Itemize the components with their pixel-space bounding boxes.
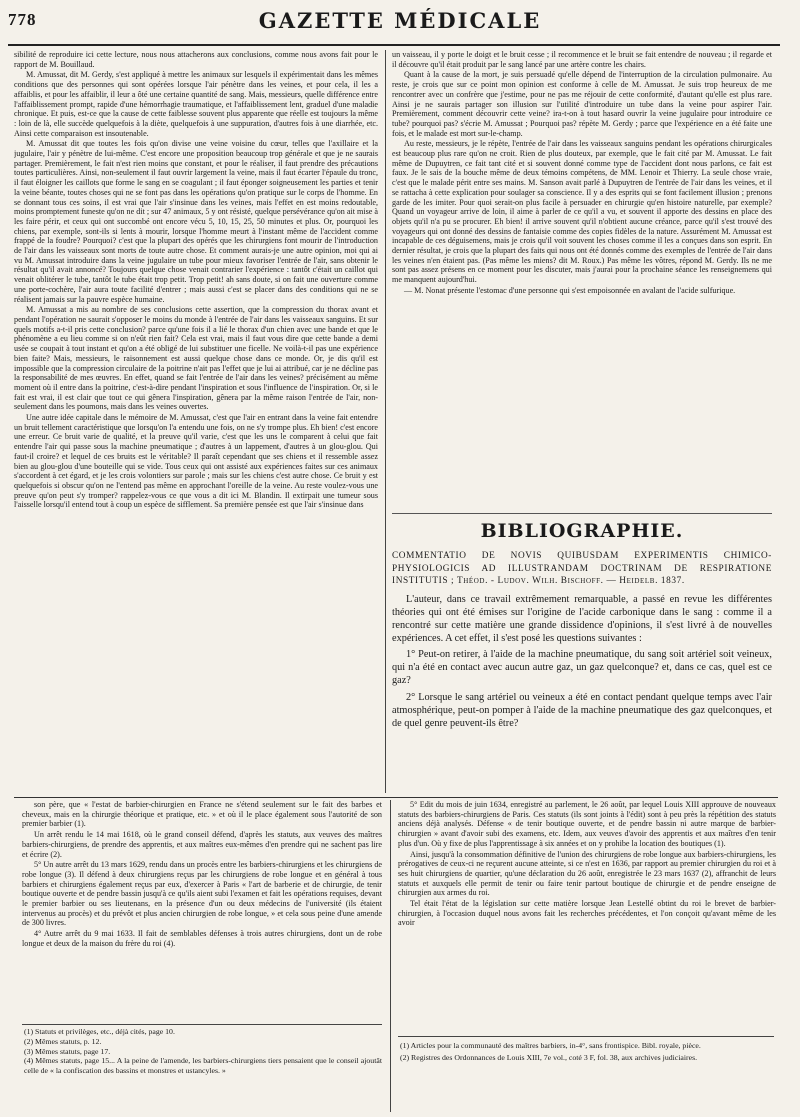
paragraph: 1° Peut-on retirer, à l'aide de la machine pneumatique, du sang soit artériel soit veineux, qui n'a été en contact avec aucun autre gaz, un gaz quelconque? et, dans ce cas, quel est ce gaz?: [392, 649, 772, 687]
paragraph: Une autre idée capitale dans le mémoire de M. Amussat, c'est que l'air en entrant dans la veine fait entendre un bruit tellement caractéristique que lorsqu'on l'a entendu une fois, on ne s'y trompe plus. Eh bien! c'est encore une erreur. Ce bruit varie de qualité, et la preuve qu'il varie, c'est que les uns le comparent à celui que fait entendre l'air qui passe sous la machine pneumatique ; d'autres à un lappement, d'autres à un glou-glou. Qui faut-il croire? et lequel de ces bruits est le véritable? Il paraît cependant que ses chiens et il ressemble assez bien au glou-glou d'une bouteille qui se vide. Tous ceux qui ont assisté aux expériences faites sur ces animaux s'accordent à cet égard, et je les crois volontiers sur parole ; mais sur les chiens c'est autre chose. Ce bruit y est quelquefois si obscur qu'on ne l'entend pas même en approchant l'oreille de la veine. Au reste voulez-vous une preuve qu'on peut s'y tromper? rappelez-vous ce que vous a dit ici M. Blandin. Il extirpait une tumeur sous l'aisselle lorsqu'il entend tout à coup un espèce de sifflement. Sa première pensée est que l'air s'insinue dans: [14, 413, 378, 510]
paragraph: 5° Edit du mois de juin 1634, enregistré au parlement, le 26 août, par lequel Louis XIII approuve de nouveaux statuts des barbiers-chirurgiens de Paris. Ces statuts (ils sont joints à l'édit) sont à peu près la répétition des statuts anciens déjà analysés. Défense « de tenir boutique ouverte, et de pendre bassin ni autre marque de barbier-chirurgien » avant d'avoir subi des examens, etc. Idem, aux veuves d'avoir des apprentis et aux maîtres d'en tenir plus d'un. Où y fixe de plus l'apprentissage à six années et on y prohibe la location des boutiques (1).: [398, 800, 776, 848]
page-header: [0, 10, 800, 42]
paragraph: Un arrêt rendu le 14 mai 1618, où le grand conseil défend, d'après les statuts, aux veuves des maîtres barbiers-chirurgiens, de prendre des apprentis, et aux maîtres eux-mêmes d'en prendre qui ne sachent pas lire et écrire (2).: [22, 830, 382, 859]
right-column: [392, 50, 772, 498]
column-divider: [390, 800, 391, 1112]
section-rule: [14, 797, 778, 798]
left-column: [14, 50, 378, 792]
paragraph: M. Amussat, dit M. Gerdy, s'est appliqué à mettre les animaux sur lesquels il expérimentait dans les mêmes conditions que des personnes qui sont opérées lorsque l'air pénètre dans les veines, et pour cela, il les a affaiblis, et pour les affaiblir, il leur a ôté une certaine quantité de sang. Mais, messieurs, quelle différence entre l'affaiblissement prompt, rapide d'une hémorrhagie traumatique, et l'affaiblissement lent, graduel d'une maladie chronique. Et puis, est-ce que la cause de cette faiblesse souvent plus apparente que réelle est toujours la même : loin de là, elle succède quelquefois à la diète, quelquefois à une suppuration, d'autres fois à une diarrhée, etc. Ainsi cette comparaison est insoutenable.: [14, 70, 378, 138]
paragraph: Tel était l'état de la législation sur cette matière lorsque Jean Lestellé obtint du roi le brevet de barbier-chirurgien, à l'occasion duquel nous avons fait les recherches précédentes, et l'on conçoit qu'avant même de les avoir: [398, 899, 776, 928]
footnote: (2) Mêmes statuts, p. 12.: [24, 1036, 102, 1046]
paragraph: 2° Lorsque le sang artériel ou veineux a été en contact pendant quelque temps avec l'air atmosphérique, peut-on pomper à l'aide de la machine pneumatique des gaz quelconques, et de quel genre peuvent-ils être?: [392, 692, 772, 729]
footnote-rule: [22, 1024, 382, 1025]
column-divider: [385, 50, 386, 793]
bibliography-heading: BIBLIOGRAPHIE.: [392, 513, 772, 542]
paragraph: L'auteur, dans ce travail extrêmement remarquable, a passé en revue les différentes théories qui ont été émises sur l'origine de l'acide carbonique dans le sang : comme il a rencontré sur cette matière une grande dissidence d'opinions, il s'est livré à de nouvelles expériences. A cet effet, il s'est posé les questions suivantes :: [392, 593, 772, 644]
paragraph: sibilité de reproduire ici cette lecture, nous nous attacherons aux conclusions, comme nous avons fait pour le rapport de M. Bouillaud.: [14, 50, 378, 69]
paragraph: M. Amussat a mis au nombre de ses conclusions cette assertion, que la compression du thorax avant et pendant l'opération ne saurait s'opposer le moins du monde à l'entrée de l'air dans les vaisseaux sanguins. Et sur quels motifs a-t-il pris cette conclusion? parce qu'une fois il a lié le thorax d'un chien avec une bande et que le phénomène a eu lieu comme si on n'eût rien fait? Cela est vrai, mais il faut vous dire que cette bande a demi usée se coupait à tout instant et qu'on a été obligé de lui substituer une ficelle. Ne voilà-t-il pas une expérience bien faite? Mais, messieurs, le raisonnement est aussi quelque chose dans ce monde. Or, je dis qu'il est impossible que la compression circulaire de la poitrine n'ait pas l'effet que je lui ai attribué, car je ne décline pas la responsabilité de mes œuvres. En effet, quand se fait l'entrée de l'air dans les veines? précisément au même moment où il entre dans la poitrine, c'est-à-dire pendant l'inspiration et sous l'influence de l'inspiration. Or, si le fait est vrai, il est clair que tout ce qui gênera l'inspiration, gênera par la même raison l'entrée de l'air, non-seulement dans les poumons, mais dans les veines ouvertes.: [14, 305, 378, 412]
paragraph: — M. Nonat présente l'estomac d'une personne qui s'est empoisonnée en avalant de l'acide sulfurique.: [404, 285, 736, 295]
paragraph: son père, que « l'estat de barbier-chirurgien en France ne s'étend seulement sur le fait des barbes et cheveux, mais en la chirurgie théorique et pratique, etc. » et où il le place également sous l'autorité de son premier barbier (1).: [22, 800, 382, 829]
header-rule: [8, 44, 780, 46]
footnote: (2) Registres des Ordonnances de Louis XIII, 7e vol., coté 3 F, fol. 38, aux archives judiciaires.: [400, 1052, 698, 1062]
paragraph: un vaisseau, il y porte le doigt et le bruit cesse ; il recommence et le bruit se fait entendre de nouveau ; il regarde et il découvre qu'il était produit par le sang lancé par une artère contre les chairs.: [392, 50, 772, 69]
bottom-left-column: [22, 800, 382, 1020]
journal-title: GAZETTE MÉDICALE: [258, 8, 542, 33]
paragraph: Ainsi, jusqu'à la consommation définitive de l'union des chirurgiens de robe longue aux barbiers-chirurgiens, les prérogatives de ceux-ci ne reçurent aucune atteinte, si ce n'est en 1636, par rapport au premier chirurgien du roi et à ses huit chirurgiens de quartier, qu'une déclaration du 26 août, enregistrée le 23 mars 1637 (2), affranchit de leurs statuts et auxquels elle permit de tenir ou faire tenir partout boutique de chirurgie et de pendre enseigne de chirurgien aux armes du roi.: [398, 849, 776, 898]
paragraph: M. Amussat dit que toutes les fois qu'on divise une veine voisine du cœur, telles que l'axillaire et la jugulaire, l'air y pénètre de lui-même. C'est encore une proposition beaucoup trop générale et que je ne saurais partager. Premièrement, le fait n'est rien moins que constant, et pour le réaliser, il faut prendre des précautions toutes particulières. Ainsi, non-seulement il faut ouvrir largement la veine, mais il faut écarter l'épaule du tronc, il faut éloigner les caillots que forme le sang en se coagulant ; il faut éponger soigneusement les parties et tenir la veine béante, toutes choses qui ne se font pas dans les opérations qu'on pratique sur le corps de l'homme. En se donnant tous ces soins, il est vrai que l'air s'insinue dans les veines, mais l'effet en est moins redoutable, moins promptement funeste qu'on ne dit ; sur 47 animaux, 5 y ont résisté, quelque persévérance qu'on ait mise à les faire périr, et ceux qui ont succombé ont encore vécu 5, 10, 15, 25, 50 minutes et plus. Or, pourquoi les chiens, par exemple, sont-ils si lents à mourir, lorsque l'homme meurt à l'instant même de l'accident comme frappé de la foudre? Pourquoi? c'est que la plupart des opérés que les chirurgiens font mourir de l'introduction de l'air dans les vaisseaux sont morts de toute autre chose. Et comment aurais-je une autre opinion, moi qui ai vu M. Amussat introduire dans la veine jugulaire un tube pour mieux favoriser l'entrée de l'air, sans obtenir le résultat qu'il avait annoncé? Toujours quelque chose venait contrarier l'expérience : tantôt c'était un caillot qui venait oblitérer le tube, tantôt le tube était trop petit. Trop petit! ah sans doute, si on fait une ouverture comme une porte-cochère, l'air aura toute facilité d'entrer ; mais aussi c'est se placer dans des conditions qui ne se réalisent jamais sur la pauvre espèce humaine.: [14, 139, 378, 304]
footnotes-left: [24, 1027, 382, 1111]
paragraph: 4° Autre arrêt du 9 mai 1633. Il fait de semblables défenses à trois autres chirurgiens, dont un de robe longue et deux de la maison du frère du roi (4).: [22, 929, 382, 948]
footnote: (1) Statuts et privilèges, etc., déjà cités, page 10.: [24, 1027, 175, 1036]
footnote: (1) Articles pour la communauté des maîtres barbiers, in-4°, sans frontispice. Bibl. royale, pièce.: [400, 1041, 701, 1050]
bottom-right-column: [398, 800, 776, 1030]
footnote: (4) Mêmes statuts, page 15... A la peine de l'amende, les barbiers-chirurgiens tiers pensaient que le conseil ajoutât celle de « la confiscation des bassins et monstres et ustancyles. »: [24, 1056, 382, 1075]
footnotes-right: [400, 1040, 774, 1110]
footnote-rule: [398, 1036, 774, 1037]
footnote: (3) Mêmes statuts, page 17.: [24, 1046, 111, 1056]
page-number: 778: [8, 10, 37, 29]
bibliography-reference: COMMENTATIO DE NOVIS QUIBUSDAM EXPERIMENTIS CHIMICO-PHYSIOLOGICIS AD ILLUSTRANDAM DOCTRINAM DE RESPIRATIONE INSTITUTIS ; Théod. - Ludov. Wilh. Bischoff. — Heidelb. 1837.: [392, 551, 772, 587]
bibliography-section: [392, 505, 772, 795]
bibliography-body: [392, 594, 772, 731]
paragraph: 5° Un autre arrêt du 13 mars 1629, rendu dans un procès entre les barbiers-chirurgiens et les chirurgiens de robe longue (3). Il défend à deux chirurgiens reçus par les chirurgiens de robe longue et en général à tous barbiers et chirurgiens également reçus par eux, d'exercer à Paris « l'art de barberie et de chirurgie, de tenir boutique ouverte et de pendre bassin jusqu'à ce qu'ils aient subi l'examen et fait les opérations requises, devant le premier barbier ou ses lieutenans, en la présence d'un ou deux médecins de l'université (ils étaient intervenus au procès) et du prévôt et plus ancien chirurgien de robe longue, » et cela sous peine d'une amende de 300 livres.: [22, 860, 382, 928]
paragraph: Au reste, messieurs, je le répète, l'entrée de l'air dans les vaisseaux sanguins pendant les opérations chirurgicales est beaucoup plus rare qu'on ne croit. Rien de plus douteux, par exemple, que le fait cité par M. Amussat. Le fait même de Dupuytren, ce fait tant cité et si souvent donné comme type de l'accident dont nous parlons, ce fait est faux. Je le sais de la bouche même de deux témoins compétens, de MM. Lenoir et Thierry. La seule chose vraie, c'est que le malade périt entre ses mains. M. Sanson avait parlé à Dupuytren de l'entrée de l'air dans les veines, et il se rattacha à cette explication pour soulager sa conscience. Il y a des esprits qui se font facilement illusion ; prenons garde de les imiter. Pour quoi serait-on plus facile à persuader en chirurgie qu'en histoire naturelle, par exemple? Quand un voyageur arrive de loin, il aime à parler de ce qu'il a vu, et souvent il apporte des dessins en place des objets qu'il n'a pu se procurer. Eh bien! il arrive souvent qu'il n'obtient aucune créance, parce qu'il s'est trouvé des voyageurs qui ont donné des dessins de fantaisie comme des copies fidèles de la nature. Assurément M. Amussat est incapable de ces déguisemens, mais je crois qu'il voit souvent les choses comme il les a conçues dans son esprit. En dernier résultat, je crois que la plupart des faits qui nous ont été donnés comme des exemples de l'entrée de l'air dans les veines n'en étaient pas. (Pas même les miens? dit M. Roux.) Pas même les vôtres, répond M. Gerdy. Ils ne me sont pas assez présens en ce moment pour les discuter, mais j'aurai pour la prochaine séance les renseignemens qui me manquent aujourd'hui.: [392, 139, 772, 285]
paragraph: Quant à la cause de la mort, je suis persuadé qu'elle dépend de l'interruption de la circulation pulmonaire. Au reste, je crois que sur ce point mon opinion est conforme à celle de M. Amussat. Je suis trop heureux de me rencontrer avec un confrère que j'estime, pour ne pas me réjouir de cette conformité, d'autant qu'elle est plus rare. Ainsi je ne saurais partager son illusion sur l'utilité d'introduire un tube dans la veine pour aspirer l'air. Premièrement, comment découvrir cette veine? ira-t-on à tout hasard ouvrir la veine jugulaire pour introduire ce tube? pourquoi pas? s'écrie M. Amussat ; Pourquoi pas? répète M. Gerdy ; parce que l'expérience en a été faite une fois, et le malade est mort sur-le-champ.: [392, 70, 772, 138]
